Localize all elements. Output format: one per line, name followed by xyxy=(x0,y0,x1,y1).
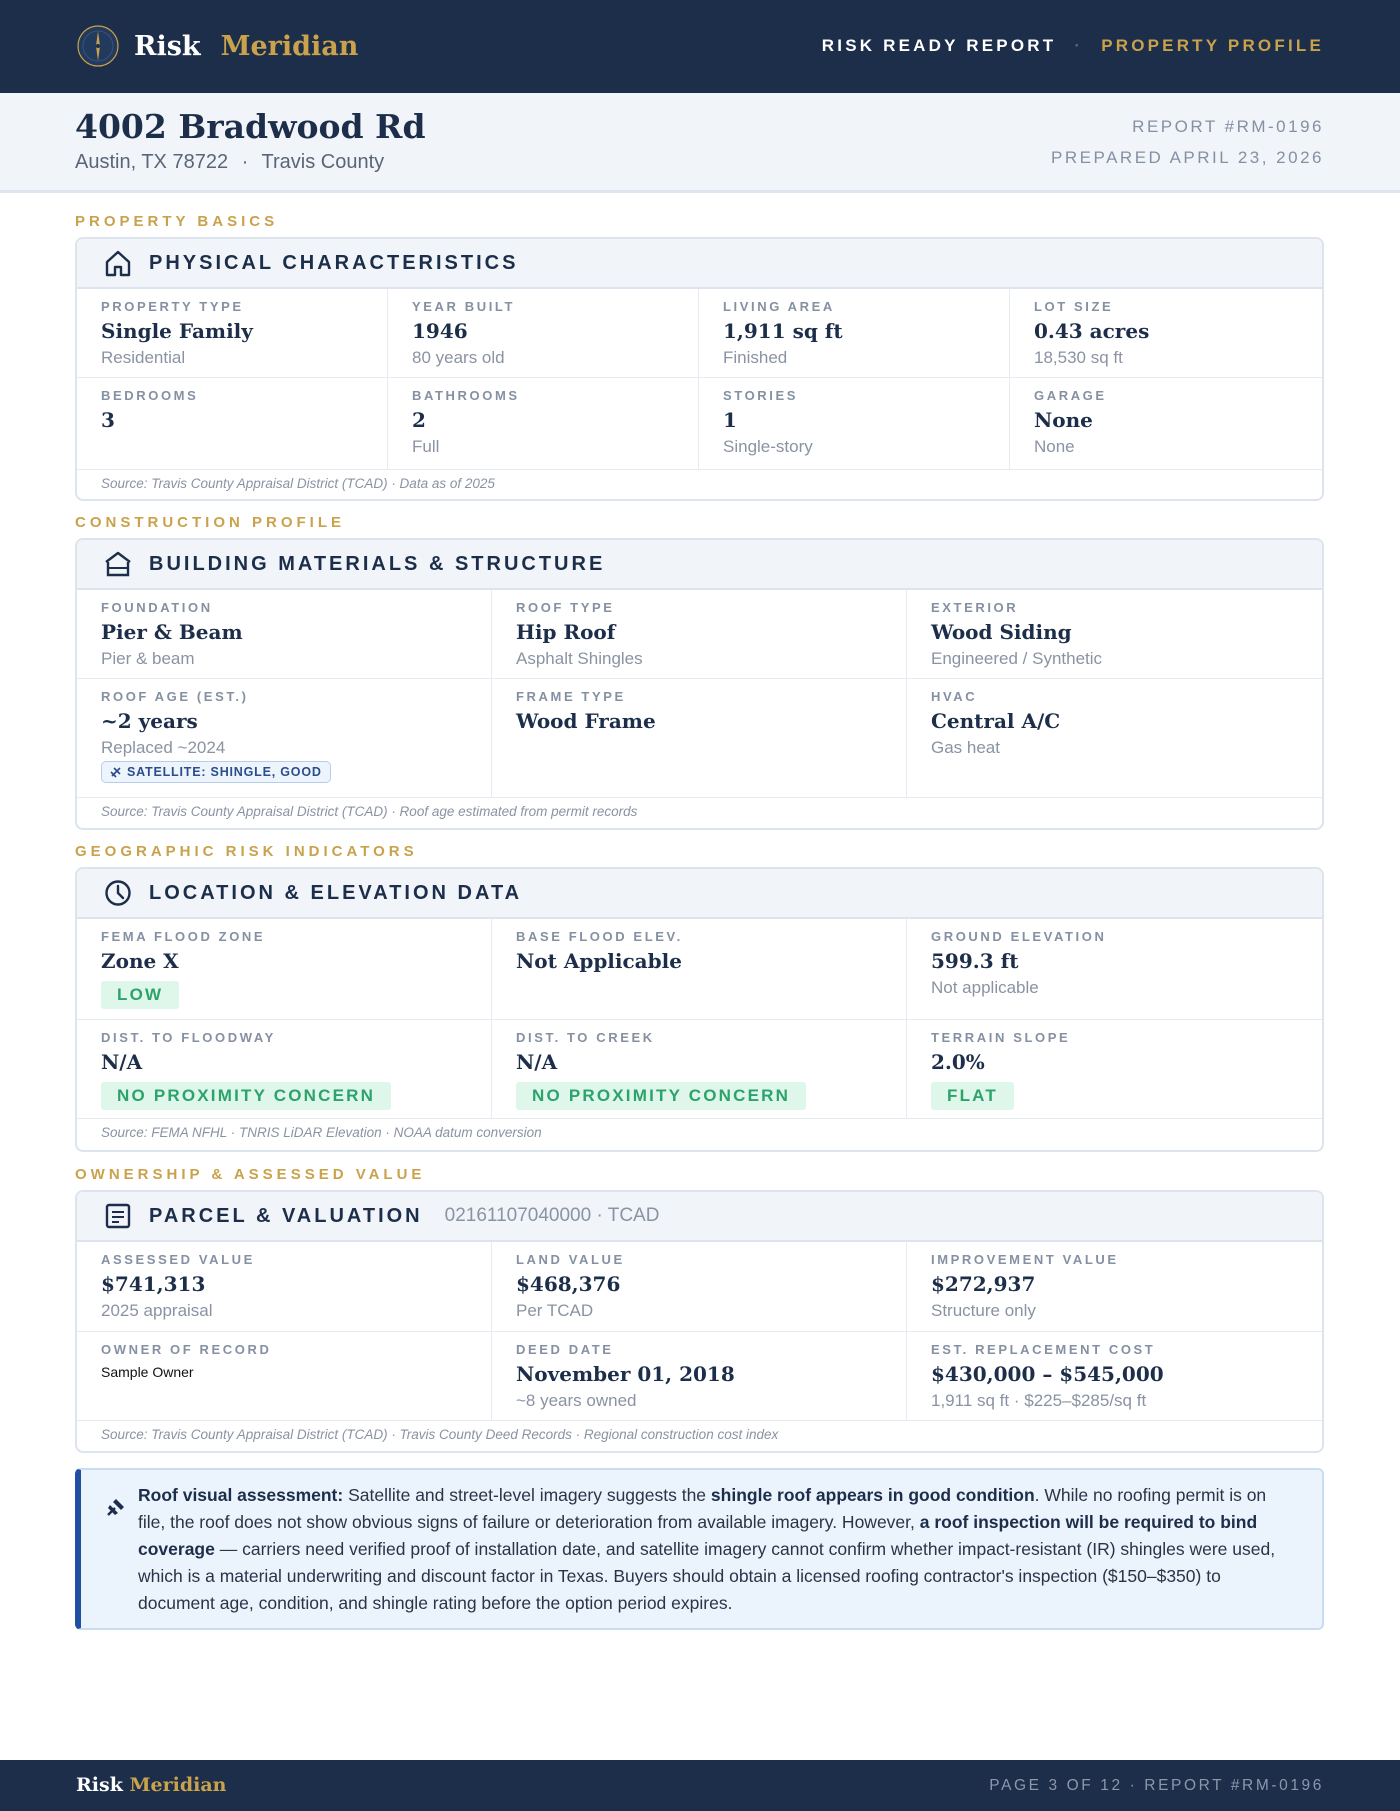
nav-property-profile[interactable]: PROPERTY PROFILE xyxy=(1101,36,1324,55)
cell-fema-flood-zone xyxy=(77,919,492,1020)
card-title: PHYSICAL CHARACTERISTICS xyxy=(149,251,519,274)
city-separator: · xyxy=(241,151,249,173)
cell-subtext: 18,530 sq ft xyxy=(1034,348,1123,367)
cell-value: None xyxy=(1034,408,1093,432)
cell-subtext: ~8 years owned xyxy=(516,1391,637,1410)
section-heading-construction-profile: CONSTRUCTION PROFILE xyxy=(75,514,345,531)
cell-value: 3 xyxy=(101,408,115,432)
cell-subtext: 1,911 sq ft · $225–$285/sq ft xyxy=(931,1391,1147,1410)
clock-icon xyxy=(103,878,133,908)
callout-lead: Roof visual assessment: xyxy=(138,1485,344,1505)
location-elevation-card xyxy=(75,867,1324,1152)
satellite-badge-label: SATELLITE: SHINGLE, GOOD xyxy=(127,765,322,779)
footer-page-info: PAGE 3 OF 12 · REPORT #RM-0196 xyxy=(989,1777,1324,1794)
cell-label: GROUND ELEVATION xyxy=(931,929,1107,944)
owner-name: Sample Owner xyxy=(101,1364,194,1380)
callout-text-1: Satellite and street-level imagery suggests the xyxy=(343,1485,711,1505)
cell-label: BATHROOMS xyxy=(412,388,520,403)
cell-lot-size xyxy=(1010,289,1322,378)
document-icon xyxy=(103,1201,133,1231)
cell-label: IMPROVEMENT VALUE xyxy=(931,1252,1119,1267)
cell-subtext: 2025 appraisal xyxy=(101,1301,213,1320)
cell-subtext: Per TCAD xyxy=(516,1301,594,1320)
cell-land-value xyxy=(492,1242,907,1332)
cell-value: Central A/C xyxy=(931,709,1061,733)
roof-assessment-callout xyxy=(75,1468,1324,1630)
cell-label: DEED DATE xyxy=(516,1342,614,1357)
cell-value: Single Family xyxy=(101,319,253,343)
cell-ground-elevation xyxy=(907,919,1322,1020)
header-nav xyxy=(822,36,1324,56)
cell-label: DIST. TO FLOODWAY xyxy=(101,1030,276,1045)
prepared-date: PREPARED APRIL 23, 2026 xyxy=(1051,148,1324,167)
cell-assessed-value xyxy=(77,1242,492,1332)
cell-label: BEDROOMS xyxy=(101,388,199,403)
cell-value: 1946 xyxy=(412,319,468,343)
report-number: REPORT #RM-0196 xyxy=(1132,117,1324,136)
cell-subtext: Replaced ~2024 xyxy=(101,738,226,757)
cell-subtext: Pier & beam xyxy=(101,649,195,668)
brand-word-risk: Risk xyxy=(134,30,201,62)
cell-value: 2 xyxy=(412,408,426,432)
callout-text-3: — carriers need verified proof of installation date, and satellite imagery cannot confirm whether impact-resistant (IR) shingles were used, which is a material underwriting and discount factor in Texas. Buyers should obtain a licensed roofing contractor's inspection ($150–$350) to document age, condition, and shingle rating before the option period expires. xyxy=(138,1539,1276,1613)
cell-label: GARAGE xyxy=(1034,388,1107,403)
source-note: Source: Travis County Appraisal District (TCAD) · Travis County Deed Records · Regional construction cost index xyxy=(101,1427,779,1442)
cell-value: $430,000 – $545,000 xyxy=(931,1362,1164,1386)
cell-dist-creek xyxy=(492,1020,907,1119)
cell-subtext: Gas heat xyxy=(931,738,1000,757)
risk-badge: LOW xyxy=(101,981,179,1009)
callout-text xyxy=(138,1482,1296,1617)
cell-label: OWNER OF RECORD xyxy=(101,1342,272,1357)
cell-garage xyxy=(1010,378,1322,470)
section-heading-geographic-risk: GEOGRAPHIC RISK INDICATORS xyxy=(75,843,418,860)
parcel-valuation-card xyxy=(75,1190,1324,1453)
card-header xyxy=(77,869,1322,919)
nav-separator: · xyxy=(1074,36,1084,55)
property-address: 4002 Bradwood Rd xyxy=(75,107,426,146)
source-note: Source: Travis County Appraisal District (TCAD) · Data as of 2025 xyxy=(101,476,495,491)
cell-subtext: Full xyxy=(412,437,440,456)
cell-label: ROOF AGE (EST.) xyxy=(101,689,249,704)
cell-label: LIVING AREA xyxy=(723,299,835,314)
source-note: Source: Travis County Appraisal District (TCAD) · Roof age estimated from permit records xyxy=(101,804,638,819)
cell-label: PROPERTY TYPE xyxy=(101,299,244,314)
satellite-icon xyxy=(110,766,122,778)
cell-subtext: Asphalt Shingles xyxy=(516,649,643,668)
cell-subtext: Engineered / Synthetic xyxy=(931,649,1103,668)
cell-subtext: Residential xyxy=(101,348,186,367)
cell-label: FRAME TYPE xyxy=(516,689,626,704)
card-title: PARCEL & VALUATION xyxy=(149,1204,423,1227)
cell-value: 0.43 acres xyxy=(1034,319,1150,343)
cell-stories xyxy=(699,378,1010,470)
cell-label: DIST. TO CREEK xyxy=(516,1030,655,1045)
card-header xyxy=(77,540,1322,590)
cell-value: N/A xyxy=(516,1050,558,1074)
satellite-badge xyxy=(101,761,331,783)
house-icon xyxy=(103,248,133,278)
city-county xyxy=(75,151,384,174)
cell-hvac xyxy=(907,679,1322,798)
cell-label: ASSESSED VALUE xyxy=(101,1252,255,1267)
footer xyxy=(0,1760,1400,1811)
cell-frame-type xyxy=(492,679,907,798)
top-bar xyxy=(0,0,1400,93)
section-heading-property-basics: PROPERTY BASICS xyxy=(75,213,279,230)
risk-badge: NO PROXIMITY CONCERN xyxy=(516,1082,806,1110)
cell-property-type xyxy=(77,289,388,378)
brand-word-meridian: Meridian xyxy=(220,30,359,62)
cell-value: Hip Roof xyxy=(516,620,616,644)
cell-label: BASE FLOOD ELEV. xyxy=(516,929,683,944)
cell-label: FEMA FLOOD ZONE xyxy=(101,929,266,944)
footer-brand xyxy=(76,1774,226,1796)
cell-value: November 01, 2018 xyxy=(516,1362,735,1386)
cell-subtext: None xyxy=(1034,437,1075,456)
card-title: LOCATION & ELEVATION DATA xyxy=(149,881,523,904)
cell-value: 1 xyxy=(723,408,737,432)
cell-bathrooms xyxy=(388,378,699,470)
cell-foundation xyxy=(77,590,492,679)
cell-value: Wood Siding xyxy=(931,620,1072,644)
address-band xyxy=(0,93,1400,193)
building-materials-card xyxy=(75,538,1324,830)
cell-replacement-cost xyxy=(907,1332,1322,1421)
parcel-id: 02161107040000 · TCAD xyxy=(444,1205,660,1226)
source-note: Source: FEMA NFHL · TNRIS LiDAR Elevation · NOAA datum conversion xyxy=(101,1125,542,1140)
cell-value: $272,937 xyxy=(931,1272,1036,1296)
cell-roof-type xyxy=(492,590,907,679)
cell-value: Zone X xyxy=(101,949,179,973)
cell-label: EST. REPLACEMENT COST xyxy=(931,1342,1156,1357)
cell-exterior xyxy=(907,590,1322,679)
city-line: Austin, TX 78722 xyxy=(75,151,229,173)
cell-label: HVAC xyxy=(931,689,978,704)
cell-value: $468,376 xyxy=(516,1272,621,1296)
risk-badge: FLAT xyxy=(931,1082,1014,1110)
nav-risk-ready-report[interactable]: RISK READY REPORT xyxy=(821,36,1057,55)
cell-roof-age xyxy=(77,679,492,798)
cell-terrain-slope xyxy=(907,1020,1322,1119)
county: Travis County xyxy=(261,151,385,173)
footer-brand-word-risk: Risk xyxy=(76,1774,123,1796)
cell-label: TERRAIN SLOPE xyxy=(931,1030,1071,1045)
card-header xyxy=(77,1192,1322,1242)
callout-bold-2: a roof inspection will be required to bind coverage xyxy=(138,1512,1258,1559)
cell-label: YEAR BUILT xyxy=(412,299,516,314)
cell-value: Pier & Beam xyxy=(101,620,243,644)
cell-living-area xyxy=(699,289,1010,378)
callout-bold-1: shingle roof appears in good condition xyxy=(710,1485,1035,1505)
cell-label: LOT SIZE xyxy=(1034,299,1114,314)
cell-label: FOUNDATION xyxy=(101,600,213,615)
cell-label: LAND VALUE xyxy=(516,1252,625,1267)
cell-label: ROOF TYPE xyxy=(516,600,615,615)
building-icon xyxy=(103,549,133,579)
cell-subtext: Not applicable xyxy=(931,978,1039,997)
cell-deed-date xyxy=(492,1332,907,1421)
cell-value: 2.0% xyxy=(931,1050,985,1074)
cell-value: 599.3 ft xyxy=(931,949,1019,973)
compass-logo-icon xyxy=(76,24,120,68)
cell-value: Not Applicable xyxy=(516,949,682,973)
section-heading-ownership: OWNERSHIP & ASSESSED VALUE xyxy=(75,1166,426,1183)
cell-subtext: Finished xyxy=(723,348,788,367)
cell-value: N/A xyxy=(101,1050,143,1074)
cell-bedrooms xyxy=(77,378,388,470)
cell-value: 1,911 sq ft xyxy=(723,319,843,343)
physical-characteristics-card xyxy=(75,237,1324,501)
cell-subtext: Single-story xyxy=(723,437,813,456)
risk-badge: NO PROXIMITY CONCERN xyxy=(101,1082,391,1110)
cell-label: STORIES xyxy=(723,388,799,403)
cell-value: Wood Frame xyxy=(516,709,656,733)
brand[interactable] xyxy=(76,24,358,68)
satellite-icon xyxy=(105,1496,127,1518)
cell-owner-of-record xyxy=(77,1332,492,1421)
card-title: BUILDING MATERIALS & STRUCTURE xyxy=(149,552,606,575)
cell-base-flood-elev xyxy=(492,919,907,1020)
footer-brand-word-meridian: Meridian xyxy=(129,1774,227,1796)
cell-dist-floodway xyxy=(77,1020,492,1119)
cell-value: ~2 years xyxy=(101,709,198,733)
cell-improvement-value xyxy=(907,1242,1322,1332)
cell-label: EXTERIOR xyxy=(931,600,1019,615)
cell-subtext: Structure only xyxy=(931,1301,1036,1320)
card-header xyxy=(77,239,1322,289)
cell-value: $741,313 xyxy=(101,1272,206,1296)
cell-year-built xyxy=(388,289,699,378)
callout-text-2: . While no roofing permit is on file, the roof does not show obvious signs of failure or deterioration from available imagery. However, xyxy=(138,1485,1267,1532)
cell-subtext: 80 years old xyxy=(412,348,505,367)
